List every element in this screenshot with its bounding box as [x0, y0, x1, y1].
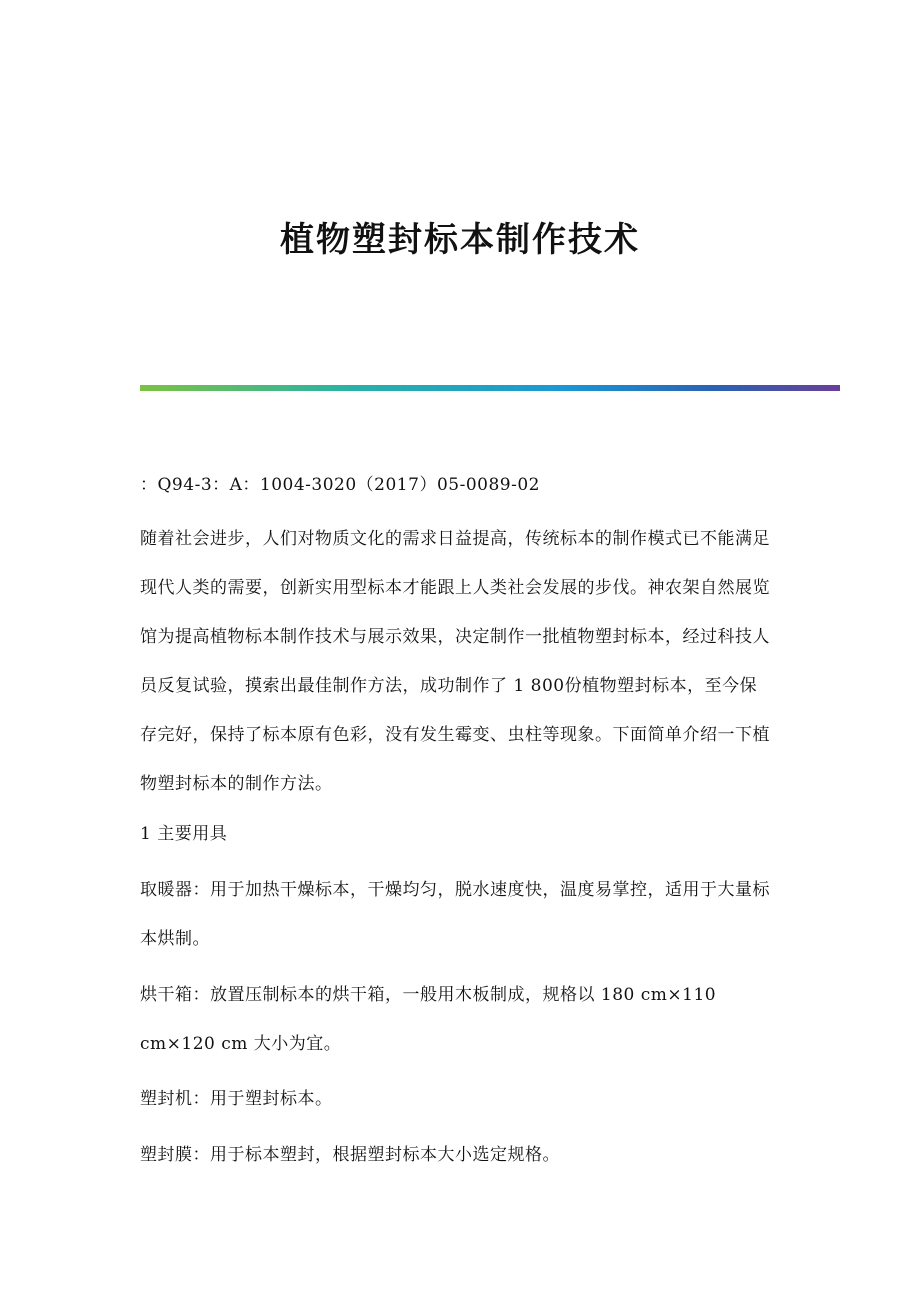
film-paragraph: 塑封膜：用于标本塑封，根据塑封标本大小选定规格。: [140, 1145, 560, 1165]
intro-paragraph: 随着社会进步，人们对物质文化的需求日益提高，传统标本的制作模式已不能满足现代人类的需要，创新实用型标本才能跟上人类社会发展的步伐。神农架自然展览馆为提高植物标本制作技术与展示效果，决定制作一批植物塑封标本，经过科技人员反复试验，摸索出最佳制作方法，成功制作了 1 800份植物塑封标本，至今保存完好，保持了标本原有色彩，没有发生霉变、虫柱等现象。下面简单介绍一下植物塑封标本的制作方法。: [140, 529, 770, 794]
title-divider: [140, 385, 840, 391]
document-title: 植物塑封标本制作技术: [280, 220, 640, 260]
classification-line: ：Q94-3：A：1004-3020（2017）05-0089-02: [140, 475, 540, 495]
laminator-paragraph: 塑封机：用于塑封标本。: [140, 1089, 333, 1109]
drying-box-paragraph: 烘干箱：放置压制标本的烘干箱，一般用木板制成，规格以 180 cm×110 cm×120 cm 大小为宜。: [140, 985, 717, 1054]
section-heading: 1 主要用具: [140, 824, 228, 844]
heater-paragraph: 取暖器：用于加热干燥标本，干燥均匀，脱水速度快，温度易掌控，适用于大量标本烘制。: [140, 880, 770, 949]
